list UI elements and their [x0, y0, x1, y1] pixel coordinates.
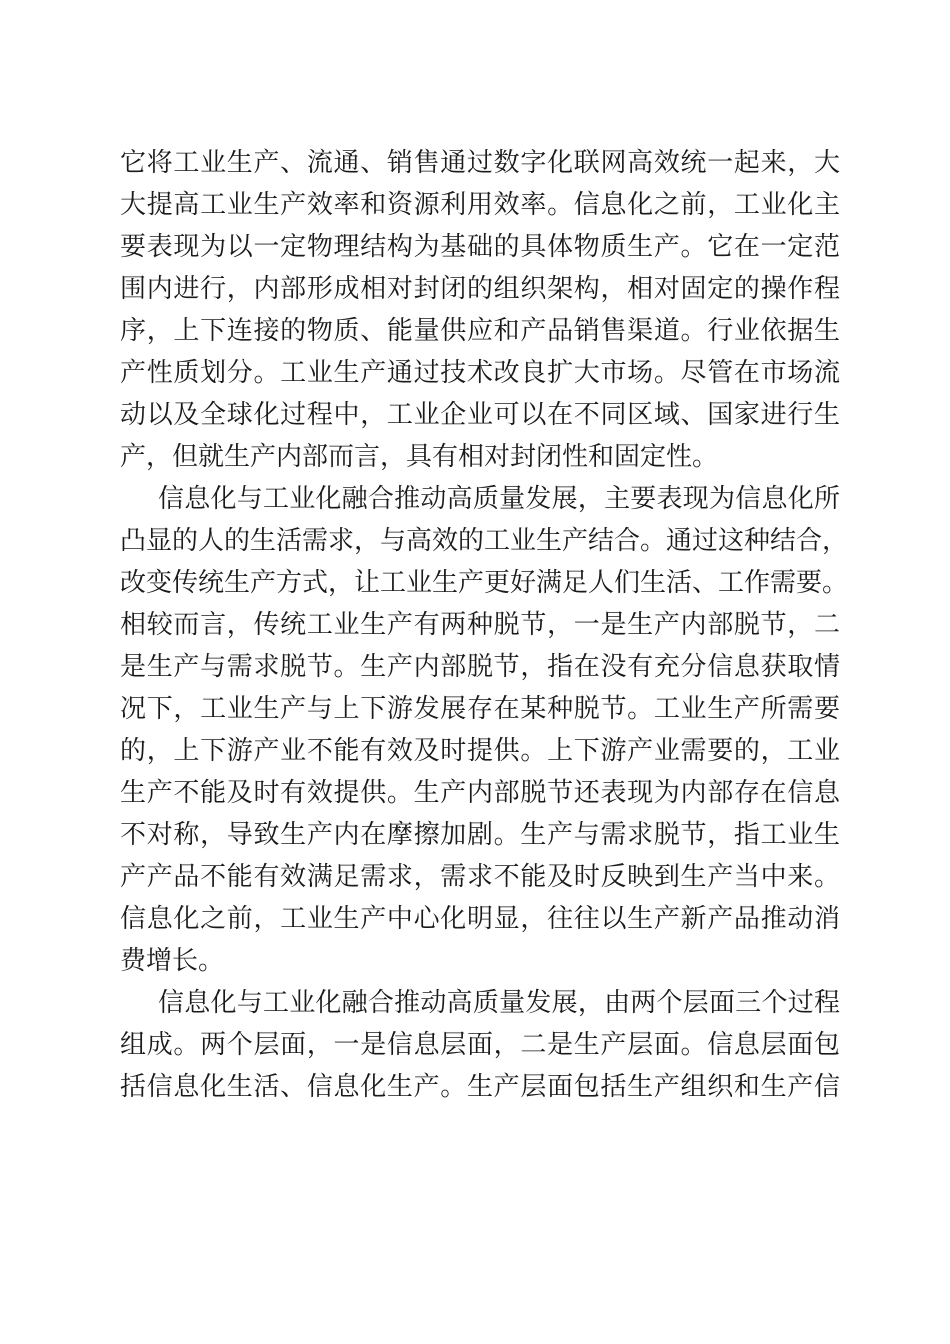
text-line: 是生产与需求脱节。生产内部脱节，指在没有充分信息获取情 — [120, 652, 840, 682]
text-line: 费增长。 — [120, 946, 225, 976]
text-line: 不对称，导致生产内在摩擦加剧。生产与需求脱节，指工业生 — [120, 820, 840, 850]
text-line: 围内进行，内部形成相对封闭的组织架构，相对固定的操作程 — [120, 274, 840, 304]
paragraph-3 — [120, 982, 840, 1108]
text-line: 凸显的人的生活需求，与高效的工业生产结合。通过这种结合， — [120, 526, 849, 556]
body-text — [120, 142, 849, 1108]
paragraph-2 — [120, 478, 849, 982]
text-line: 信息化之前，工业生产中心化明显，往往以生产新产品推动消 — [120, 904, 840, 934]
text-line: 它将工业生产、流通、销售通过数字化联网高效统一起来，大 — [120, 148, 840, 178]
text-line: 组成。两个层面，一是信息层面，二是生产层面。信息层面包 — [120, 1030, 840, 1060]
text-line: 生产不能及时有效提供。生产内部脱节还表现为内部存在信息 — [120, 778, 840, 808]
text-line: 信息化与工业化融合推动高质量发展，主要表现为信息化所 — [158, 484, 840, 514]
text-line: 要表现为以一定物理结构为基础的具体物质生产。它在一定范 — [120, 232, 840, 262]
text-line: 动以及全球化过程中，工业企业可以在不同区域、国家进行生 — [120, 400, 840, 430]
text-line: 产产品不能有效满足需求，需求不能及时反映到生产当中来。 — [120, 862, 840, 892]
text-line: 括信息化生活、信息化生产。生产层面包括生产组织和生产信 — [120, 1072, 840, 1102]
text-line: 序，上下连接的物质、能量供应和产品销售渠道。行业依据生 — [120, 316, 840, 346]
text-line: 况下，工业生产与上下游发展存在某种脱节。工业生产所需要 — [120, 694, 840, 724]
text-line: 产性质划分。工业生产通过技术改良扩大市场。尽管在市场流 — [120, 358, 840, 388]
text-line: 信息化与工业化融合推动高质量发展，由两个层面三个过程 — [158, 988, 840, 1018]
text-line: 产，但就生产内部而言，具有相对封闭性和固定性。 — [120, 442, 719, 472]
paragraph-1 — [120, 142, 840, 478]
text-line: 相较而言，传统工业生产有两种脱节，一是生产内部脱节，二 — [120, 610, 840, 640]
text-line: 大提高工业生产效率和资源利用效率。信息化之前，工业化主 — [120, 190, 840, 220]
text-line: 改变传统生产方式，让工业生产更好满足人们生活、工作需要。 — [120, 568, 849, 598]
text-line: 的，上下游产业不能有效及时提供。上下游产业需要的，工业 — [120, 736, 840, 766]
